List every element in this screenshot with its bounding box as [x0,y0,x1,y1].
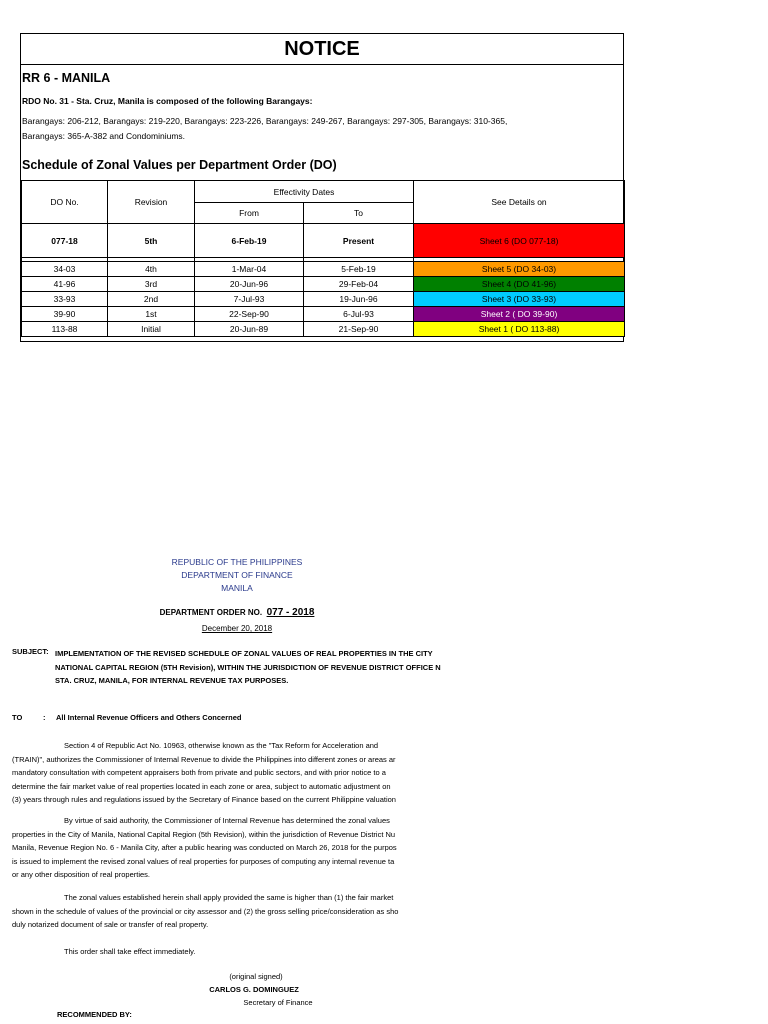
cell-do-no: 33-93 [22,292,108,307]
cell-do-no: 41-96 [22,277,108,292]
cell-from: 20-Jun-89 [195,322,304,337]
cell-do-no: 077-18 [22,224,108,258]
paragraph-line: The zonal values established herein shall apply provided the same is higher than (1) the fair market [64,893,394,902]
sheet-link[interactable]: Sheet 2 ( DO 39-90) [414,307,625,322]
barangay-list [22,114,612,144]
header-do-no: DO No. [22,181,108,224]
sheet-link[interactable]: Sheet 4 (DO 41-96) [414,277,625,292]
subject-text [55,647,495,688]
cell-do-no: 34-03 [22,262,108,277]
to-colon: : [43,713,46,722]
paragraph-1 [12,739,476,807]
sheet-link[interactable]: Sheet 6 (DO 077-18) [414,224,625,258]
header-revision: Revision [108,181,195,224]
signer-name: CARLOS G. DOMINGUEZ [209,985,299,994]
paragraph-line: or any other disposition of real properties. [12,870,150,879]
sheet-link[interactable]: Sheet 1 ( DO 113-88) [414,322,625,337]
notice-box [20,33,624,342]
header-details: See Details on [414,181,625,224]
cell-revision: Initial [108,322,195,337]
subject-label: SUBJECT: [12,647,49,656]
cell-to: 29-Feb-04 [304,277,414,292]
header-from: From [195,203,304,224]
title-divider [21,64,623,65]
paragraph-line: This order shall take effect immediately. [64,947,196,956]
paragraph-line: Manila, Revenue Region No. 6 - Manila City, after a public hearing was conducted on March 26, 2018 for the purpos [12,843,397,852]
to-label: TO [12,713,23,722]
order-date: December 20, 2018 [201,624,273,633]
do-label: DEPARTMENT ORDER NO. [159,608,263,617]
signer-title: Secretary of Finance [243,998,313,1007]
table-row [22,322,625,337]
cell-from: 22-Sep-90 [195,307,304,322]
cell-to: 6-Jul-93 [304,307,414,322]
paragraph-line: (TRAIN)", authorizes the Commissioner of Internal Revenue to divide the Philippines into different zones or areas ar [12,754,396,764]
cell-revision: 4th [108,262,195,277]
table-row [22,277,625,292]
cell-to: Present [304,224,414,258]
barangay-line-2: Barangays: 365-A-382 and Condominiums. [22,131,186,141]
department-order-image [0,540,768,1024]
cell-to: 21-Sep-90 [304,322,414,337]
cell-from: 6-Feb-19 [195,224,304,258]
cell-revision: 2nd [108,292,195,307]
department-line: DEPARTMENT OF FINANCE [181,570,293,580]
rdo-description: RDO No. 31 - Sta. Cruz, Manila is composed of the following Barangays: [22,96,313,106]
paragraph-4 [12,945,476,959]
cell-revision: 1st [108,307,195,322]
header-effectivity: Effectivity Dates [195,181,414,203]
schedule-title: Schedule of Zonal Values per Department Order (DO) [22,158,337,172]
header-to: To [304,203,414,224]
region-heading: RR 6 - MANILA [22,71,111,85]
table-row [22,262,625,277]
paragraph-line: By virtue of said authority, the Commissioner of Internal Revenue has determined the zonal values [64,816,390,825]
table-row [22,224,625,258]
barangay-line-1: Barangays: 206-212, Barangays: 219-220, Barangays: 223-226, Barangays: 249-267, Barangays: 297-305, Barangays: 310-365, [22,116,508,126]
sheet-link[interactable]: Sheet 5 (DO 34-03) [414,262,625,277]
cell-to: 5-Feb-19 [304,262,414,277]
republic-line: REPUBLIC OF THE PHILIPPINES [171,557,303,567]
cell-from: 7-Jul-93 [195,292,304,307]
subject-line: STA. CRUZ, MANILA, FOR INTERNAL REVENUE TAX PURPOSES. [55,676,289,685]
paragraph-3 [12,891,476,932]
to-recipients: All Internal Revenue Officers and Others Concerned [56,713,242,722]
paragraph-line: (3) years through rules and regulations issued by the Secretary of Finance based on the current Philippine valuation [12,795,396,804]
paragraph-2 [12,814,476,882]
table-row [22,292,625,307]
cell-revision: 3rd [108,277,195,292]
cell-from: 1-Mar-04 [195,262,304,277]
cell-to: 19-Jun-96 [304,292,414,307]
city-line: MANILA [221,583,253,593]
cell-revision: 5th [108,224,195,258]
cell-from: 20-Jun-96 [195,277,304,292]
paragraph-line: properties in the City of Manila, National Capital Region (5th Revision), within the jurisdiction of Revenue District Nu [12,829,396,839]
recommended-by: RECOMMENDED BY: [57,1010,132,1019]
table-header-row [22,181,625,203]
cell-do-no: 39-90 [22,307,108,322]
cell-do-no: 113-88 [22,322,108,337]
paragraph-line: is issued to implement the revised zonal values of real properties for purposes of computing any internal revenue ta [12,856,395,866]
paragraph-line: Section 4 of Republic Act No. 10963, otherwise known as the "Tax Reform for Acceleration and [64,741,379,750]
do-number: 077 - 2018 [266,607,315,618]
paragraph-line: determine the fair market value of real properties located in each zone or area, subject to automatic adjustment on [12,781,391,791]
subject-line: NATIONAL CAPITAL REGION (5TH Revision), WITHIN THE JURISDICTION OF REVENUE DISTRICT OFFICE N [55,662,441,672]
sheet-link[interactable]: Sheet 3 (DO 33-93) [414,292,625,307]
department-order-number [0,607,474,618]
notice-title: NOTICE [284,38,360,60]
paragraph-line: duly notarized document of sale or transfer of real property. [12,920,209,929]
paragraph-line: shown in the schedule of values of the provincial or city assessor and (2) the gross selling price/consideration as sho [12,906,399,916]
zonal-values-table [21,180,625,337]
subject-line: IMPLEMENTATION OF THE REVISED SCHEDULE OF ZONAL VALUES OF REAL PROPERTIES IN THE CITY [55,649,433,658]
original-signed: (original signed) [229,972,283,981]
paragraph-line: mandatory consultation with competent appraisers both from private and public sectors, and with prior notice to a [12,768,386,777]
table-row [22,307,625,322]
